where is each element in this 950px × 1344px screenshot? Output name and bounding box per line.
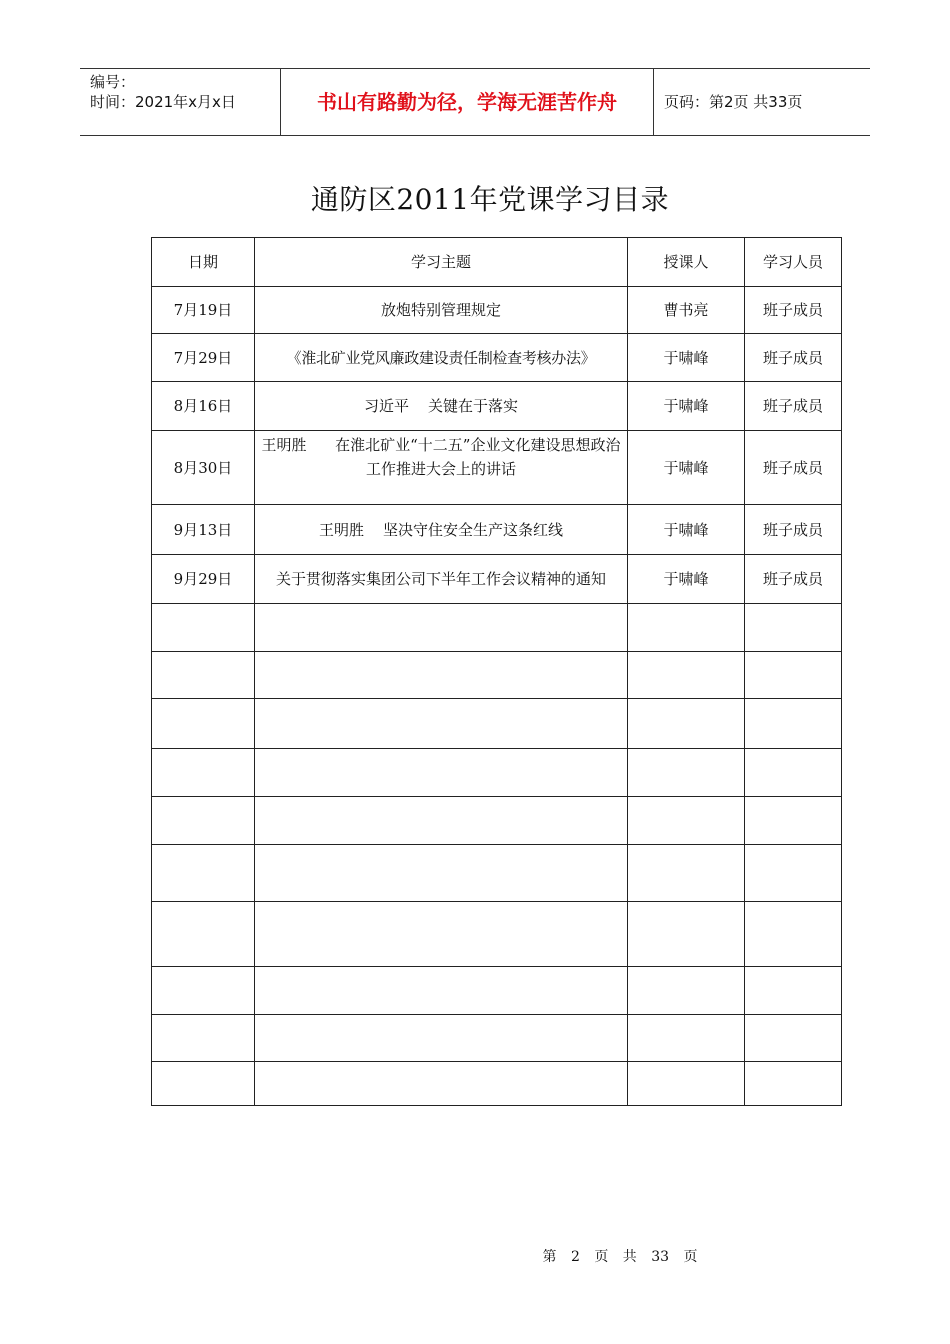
- table-row: [152, 287, 842, 334]
- table-row-empty: [152, 604, 842, 652]
- table-row-empty: [152, 967, 842, 1015]
- row-topic: 《淮北矿业党风廉政建设责任制检查考核办法》: [255, 334, 628, 382]
- row-date: 8月16日: [152, 382, 255, 431]
- document-header: [80, 68, 870, 136]
- row-attendees: 班子成员: [745, 555, 842, 604]
- row-topic: 放炮特别管理规定: [255, 287, 628, 334]
- row-lecturer: 于啸峰: [628, 334, 745, 382]
- page-footer: [0, 1246, 950, 1266]
- table-row: [152, 505, 842, 555]
- row-lecturer: 曹书亮: [628, 287, 745, 334]
- table-row-empty: [152, 1015, 842, 1062]
- row-attendees: 班子成员: [745, 334, 842, 382]
- table-row-empty: [152, 749, 842, 797]
- header-lecturer: 授课人: [628, 238, 745, 287]
- header-topic: 学习主题: [255, 238, 628, 287]
- footer-text: 共: [622, 1249, 637, 1265]
- row-lecturer: 于啸峰: [628, 431, 745, 505]
- row-attendees: 班子成员: [745, 431, 842, 505]
- footer-total-pages: 33: [651, 1249, 670, 1265]
- table-row: [152, 382, 842, 431]
- row-lecturer: 于啸峰: [628, 555, 745, 604]
- header-meta-cell: [80, 69, 281, 135]
- table-row-empty: [152, 797, 842, 845]
- table-row: [152, 555, 842, 604]
- footer-text: 页: [683, 1249, 698, 1265]
- table-row-empty: [152, 652, 842, 699]
- time-label: 时间：2021年x月x日: [90, 93, 236, 111]
- table-row-empty: [152, 902, 842, 967]
- table-header-row: [152, 238, 842, 287]
- header-attendees: 学习人员: [745, 238, 842, 287]
- header-motto: 书山有路勤为径，学海无涯苦作舟: [281, 69, 654, 135]
- row-lecturer: 于啸峰: [628, 505, 745, 555]
- row-attendees: 班子成员: [745, 382, 842, 431]
- footer-text: 页: [594, 1249, 609, 1265]
- row-topic: 王明胜 坚决守住安全生产这条红线: [255, 505, 628, 555]
- footer-text: 第: [542, 1249, 557, 1265]
- row-date: 9月13日: [152, 505, 255, 555]
- table-row-empty: [152, 699, 842, 749]
- row-date: 9月29日: [152, 555, 255, 604]
- row-date: 8月30日: [152, 431, 255, 505]
- number-label: 编号：: [90, 73, 136, 91]
- page-title: 通防区2011年党课学习目录: [310, 183, 670, 216]
- row-topic: 王明胜 在淮北矿业“十二五”企业文化建设思想政治工作推进大会上的讲话: [255, 431, 628, 505]
- table-row-empty: [152, 1062, 842, 1106]
- table-row-empty: [152, 845, 842, 902]
- table-row: [152, 334, 842, 382]
- row-date: 7月19日: [152, 287, 255, 334]
- row-attendees: 班子成员: [745, 505, 842, 555]
- row-topic: 关于贯彻落实集团公司下半年工作会议精神的通知: [255, 555, 628, 604]
- row-lecturer: 于啸峰: [628, 382, 745, 431]
- header-page-info: 页码：第2页 共33页: [664, 93, 803, 111]
- footer-page-number: 2: [570, 1249, 580, 1265]
- row-topic: 习近平 关键在于落实: [255, 382, 628, 431]
- table-row: [152, 431, 842, 505]
- row-date: 7月29日: [152, 334, 255, 382]
- header-date: 日期: [152, 238, 255, 287]
- study-schedule-table: [151, 237, 842, 1106]
- row-attendees: 班子成员: [745, 287, 842, 334]
